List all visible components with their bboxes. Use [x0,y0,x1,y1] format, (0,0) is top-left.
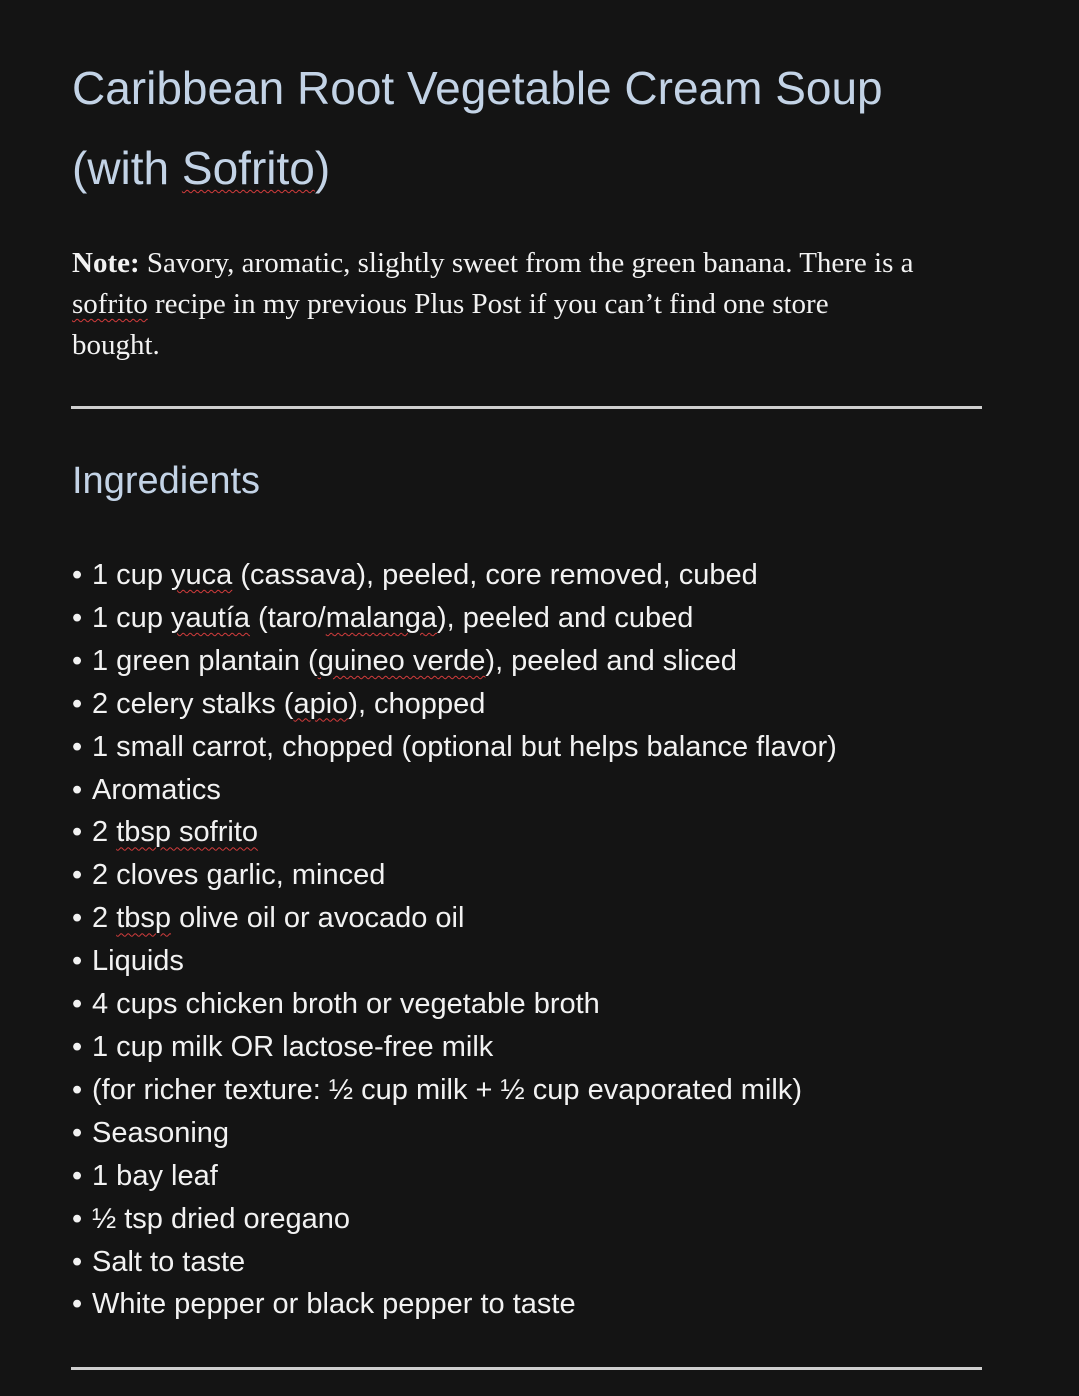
ingredient-text: Aromatics [92,773,221,806]
ingredient-text: 1 cup [92,601,171,634]
ingredient-item [72,897,837,940]
spellcheck-flagged-word[interactable]: apio [293,687,349,720]
ingredient-text: 2 [92,902,117,935]
spellcheck-flagged-word[interactable]: guineo verde [317,644,486,677]
note-line-2 [72,284,1007,325]
ingredient-text: 1 cup [92,559,171,591]
ingredient-text: 4 cups chicken broth or vegetable broth [92,988,600,1021]
bullet-icon: • [72,1202,83,1235]
ingredient-text: olive oil or avocado oil [171,902,465,935]
ingredient-text: (taro/ [250,601,326,634]
recipe-title [72,48,1012,208]
ingredient-text: White pepper or black pepper to taste [92,1288,576,1321]
note-line-1 [72,243,1007,284]
bullet-icon: • [72,730,83,763]
ingredient-item [72,640,837,683]
ingredient-item [72,1155,837,1198]
spellcheck-flagged-word[interactable]: malanga [325,601,437,634]
ingredient-item [72,1069,837,1112]
bullet-icon: • [72,773,83,806]
horizontal-divider [71,406,982,409]
horizontal-divider [71,1367,982,1370]
bullet-icon: • [72,902,83,935]
ingredient-text: 1 bay leaf [92,1159,218,1192]
ingredient-item [72,1241,837,1284]
ingredient-item [72,769,837,812]
bullet-icon: • [72,859,83,892]
recipe-note [72,243,1007,366]
spellcheck-flagged-word[interactable]: sofrito [72,288,148,320]
ingredient-text: 2 cloves garlic, minced [92,859,386,892]
bullet-icon: • [72,1116,83,1149]
ingredient-item [72,1112,837,1155]
ingredient-text: Salt to taste [92,1245,246,1278]
ingredient-item [72,854,837,897]
spellcheck-flagged-word[interactable]: Sofrito [181,142,315,194]
ingredient-text: (for richer texture: ½ cup milk + ½ cup evaporated milk) [92,1073,802,1106]
ingredient-text: 2 [92,816,117,849]
ingredient-item [72,597,837,640]
bullet-icon: • [72,1159,83,1192]
ingredient-text: ), chopped [348,687,486,720]
ingredients-heading: Ingredients [72,460,261,502]
ingredient-text: 1 cup milk OR lactose-free milk [92,1030,494,1063]
ingredient-item [72,1283,837,1326]
ingredient-item [72,726,837,769]
title-line-2-suffix: ) [314,142,331,194]
note-label: Note: [72,247,140,279]
bullet-icon: • [72,988,83,1021]
bullet-icon: • [72,945,83,978]
ingredient-item [72,983,837,1026]
ingredient-text: 2 celery stalks ( [92,687,294,720]
ingredient-text: (cassava), peeled, core removed, cubed [232,559,758,591]
title-line-2 [72,128,1012,208]
ingredient-item [72,1198,837,1241]
bullet-icon: • [72,1288,83,1321]
ingredient-list [72,554,837,1326]
ingredient-text: 1 green plantain ( [92,644,318,677]
title-line-1: Caribbean Root Vegetable Cream Soup [72,62,883,114]
bullet-icon: • [72,644,83,677]
spellcheck-flagged-word[interactable]: tbsp sofrito [116,816,259,849]
bullet-icon: • [72,1073,83,1106]
ingredient-item [72,554,837,597]
bullet-icon: • [72,1245,83,1278]
bullet-icon: • [72,559,83,591]
ingredient-text: 1 small carrot, chopped (optional but helps balance flavor) [92,730,837,763]
ingredient-text: Liquids [92,945,184,978]
bullet-icon: • [72,601,83,634]
spellcheck-flagged-word[interactable]: yautía [171,601,250,634]
spellcheck-flagged-word[interactable]: tbsp [116,902,172,935]
ingredient-item [72,811,837,854]
ingredient-text: ½ tsp dried oregano [92,1202,350,1235]
ingredient-text: ), peeled and sliced [485,644,737,677]
note-line-3: bought. [72,329,160,361]
ingredient-item [72,940,837,983]
spellcheck-flagged-word[interactable]: yuca [171,559,233,591]
bullet-icon: • [72,687,83,720]
bullet-icon: • [72,1030,83,1063]
note-text-2: recipe in my previous Plus Post if you can’t find one store [147,288,829,320]
ingredient-item [72,683,837,726]
ingredient-text: Seasoning [92,1116,230,1149]
bullet-icon: • [72,816,83,849]
title-line-2-prefix: (with [72,142,182,194]
note-text-1: Savory, aromatic, slightly sweet from the green banana. There is a [139,247,914,279]
ingredient-item [72,1026,837,1069]
ingredient-text: ), peeled and cubed [437,601,694,634]
